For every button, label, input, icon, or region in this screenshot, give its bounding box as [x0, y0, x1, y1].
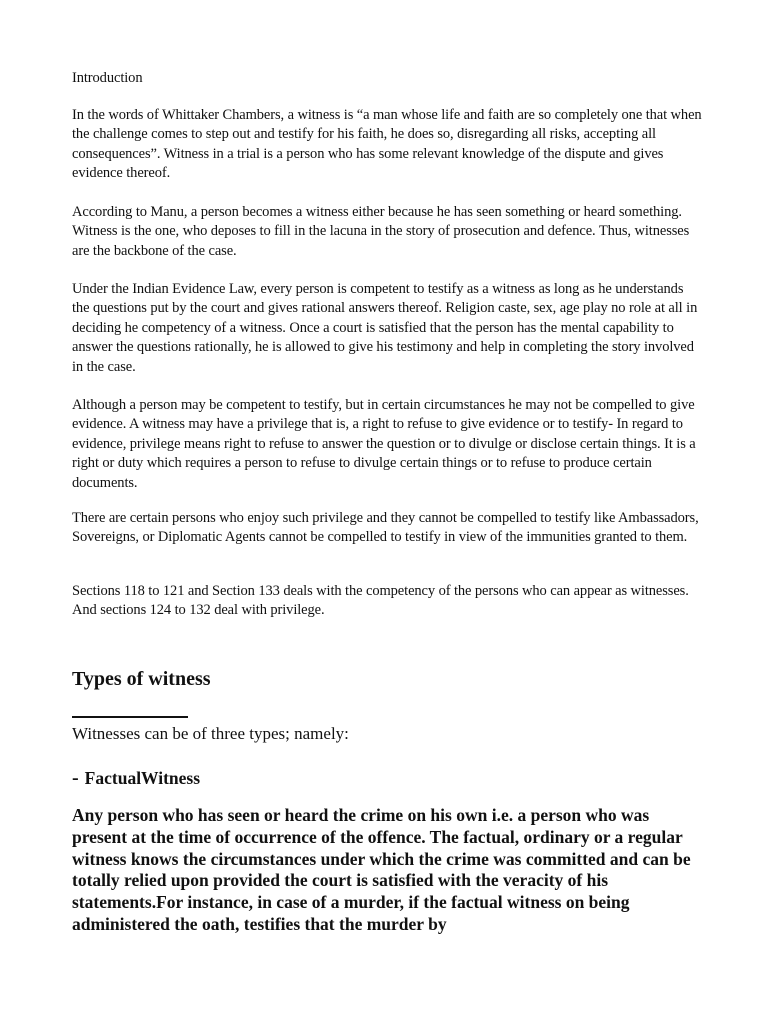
types-heading: Types of witness: [72, 668, 211, 690]
paragraph-2: [72, 203, 702, 261]
factual-witness-heading: [72, 767, 702, 790]
paragraph-text: Although a person may be competent to testify, but in certain circumstances he may not be compelled to give evidence. A witness may have a privilege that is, a right to refuse to give evidence or to testify- In regard to evidence, privilege means right to refuse to answer the question or to divulge or disclose certain things. It is a right or duty which requires a person to refuse to divulge certain things or to refuse to produce certain documents.: [72, 397, 696, 491]
heading-underline: [72, 716, 188, 718]
types-lead: Witnesses can be of three types; namely:: [72, 724, 349, 743]
paragraph-text: In the words of Whittaker Chambers, a witness is “a man whose life and faith are so completely one that when the challenge comes to step out and testify for his faith, he does so, disregarding all risks, accepting all consequences”. Witness in a trial is a person who has some relevant knowledge of the dispute and gives evidence thereof.: [72, 107, 702, 182]
paragraph-text: Sections 118 to 121 and Section 133 deals with the competency of the persons who can appear as witnesses. And sections 124 to 132 deal with privilege.: [72, 583, 689, 619]
paragraph-5: [72, 509, 702, 548]
paragraph-1: [72, 106, 702, 184]
paragraph-text: According to Manu, a person becomes a witness either because he has seen something or heard something. Witness is the one, who deposes to fill in the lacuna in the story of prosecution and defence. Thus, witnesses are the backbone of the case.: [72, 204, 690, 259]
paragraph-3: [72, 280, 702, 377]
paragraph-text: Under the Indian Evidence Law, every person is competent to testify as a witness as long as he understands the questions put by the court and gives rational answers thereof. Religion caste, sex, age play no role at all in deciding he competency of a witness. Once a court is satisfied that the person has the mental capability to answer the questions rationally, he is allowed to give his testimony and help in completing the story involved in the case.: [72, 281, 698, 375]
factual-witness-text: Any person who has seen or heard the crime on his own i.e. a person who was present at the time of occurrence of the offence. The factual, ordinary or a regular witness knows the circumstances under which the crime was committed and can be totally relied upon provided the court is satisfied with the veracity of his statements.For instance, in case of a murder, if the factual witness on being administered the oath, testifies that the murder by: [72, 805, 691, 934]
intro-heading: Introduction: [72, 70, 143, 86]
factual-heading-text: FactualWitness: [84, 768, 201, 788]
paragraph-6: [72, 582, 702, 621]
bullet-dash: -: [72, 767, 79, 789]
paragraph-text: There are certain persons who enjoy such privilege and they cannot be compelled to testify like Ambassadors, Sovereigns, or Diplomatic Agents cannot be compelled to testify in view of the immunities granted to them.: [72, 510, 699, 546]
paragraph-4: [72, 396, 702, 493]
